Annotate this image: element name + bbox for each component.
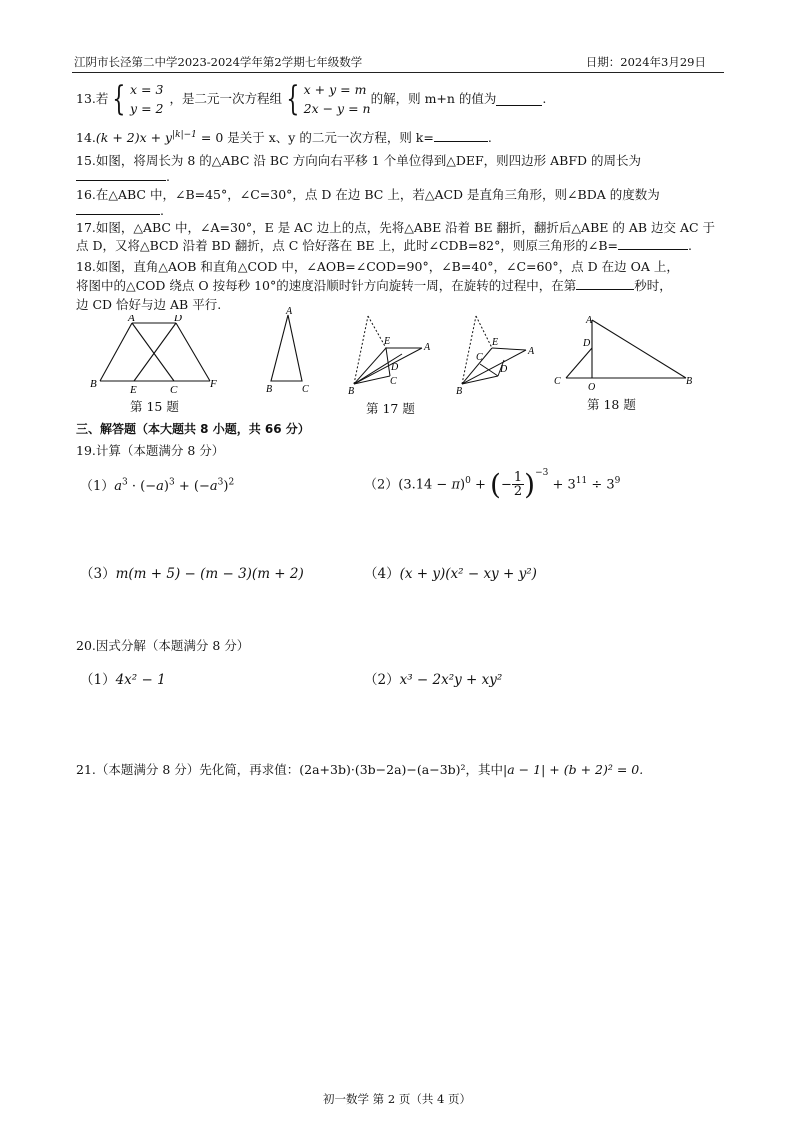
f15-caption: 第 15 题: [130, 399, 179, 414]
section-3-title: 三、解答题（本大题共 8 小题，共 66 分）: [76, 422, 310, 436]
f17-caption: 第 17 题: [366, 401, 415, 416]
f17b-label-d: D: [500, 364, 508, 375]
q19-title: 19.计算（本题满分 8 分）: [76, 443, 225, 458]
q17-answer-blank[interactable]: [618, 237, 688, 250]
q16-answer-line: .: [76, 202, 164, 218]
f18-label-d: D: [583, 338, 591, 349]
question-14: $14.(k + 2)x + y^{|k|-1} = 0$ 是关于 x、y 的二元一次方程，则 k= .: [76, 129, 492, 145]
f17b-label-b: B: [456, 386, 463, 397]
f18-label-c: C: [554, 376, 561, 387]
figure-18: [550, 312, 700, 392]
header-divider: [72, 72, 724, 73]
f16-label-a: A: [286, 306, 293, 317]
f16-label-c: C: [302, 384, 309, 395]
page-footer: 初一数学 第 2 页（共 4 页）: [323, 1092, 471, 1106]
f15-label-f: F: [210, 378, 217, 390]
question-15: 15.如图，将周长为 8 的△ABC 沿 BC 方向向右平移 1 个单位得到△DEF，则四边形 ABFD 的周长为: [76, 153, 641, 168]
q19-part4: （4）(x + y)(x² − xy + y²): [364, 566, 537, 582]
f15-label-a: A: [128, 315, 135, 324]
q20-title: 20.因式分解（本题满分 8 分）: [76, 638, 250, 653]
q19-part2: $(2)(3.14 - \pi)^0$ + (− $\frac{1}{2}$ )$^{-3} + 3^{11} \div 3^9$: [364, 467, 621, 501]
question-21: 21.（本题满分 8 分）先化简，再求值：(2a+3b)·(3b−2a)−(a−3b)²，其中|a − 1| + (b + 2)² = 0.: [76, 762, 644, 777]
header-date: 日期：2024年3月29日: [585, 55, 706, 69]
q13-prefix: 13.若: [76, 91, 109, 106]
f17a-label-e: E: [384, 336, 391, 347]
figure-17b: [452, 312, 542, 397]
question-18: 18.如图，直角△AOB 和直角△COD 中，∠AOB=∠COD=90°，∠B=40°，∠C=60°，点 D 在边 OA 上， 将图中的△COD 绕点 O 按每秒 10°的速度沿顺时针方向旋转一周，在旋转的过程中，在第 秒时， 边 CD 恰好与边 AB 平行.: [76, 259, 679, 312]
q20-part1: （1）4x² − 1: [80, 672, 166, 688]
f15-label-c: C: [170, 384, 178, 395]
q19-part3: （3）m(m + 5) − (m − 3)(m + 2): [80, 566, 304, 582]
f18-label-b: B: [686, 376, 693, 387]
q14-answer-blank[interactable]: [434, 129, 488, 142]
q20-part2: （2）x³ − 2x²y + xy²: [364, 672, 503, 688]
f16-label-b: B: [266, 384, 273, 395]
q16-answer-blank[interactable]: [76, 202, 160, 215]
f17a-label-a: A: [424, 342, 431, 353]
f18-label-o: O: [588, 382, 596, 392]
question-16: 16.在△ABC 中，∠B=45°，∠C=30°，点 D 在边 BC 上，若△ACD 是直角三角形，则∠BDA 的度数为: [76, 187, 660, 202]
figure-15: [88, 315, 228, 395]
f17b-label-e: E: [492, 337, 499, 348]
f17b-label-a: A: [528, 346, 535, 357]
q13-system: x + y = m 2x − y = n: [303, 82, 371, 116]
question-17: 17.如图，△ABC 中，∠A=30°，E 是 AC 边上的点，先将△ABE 沿着 BE 翻折，翻折后△ABE 的 AB 边交 AC 于 点 D，又将△BCD 沿着 BD 翻折，点 C 恰好落在 BE 上，此时∠CDB=82°，则原三角形的∠B= .: [76, 220, 716, 253]
f17a-label-d: D: [391, 362, 399, 373]
q15-answer-blank[interactable]: [76, 168, 166, 181]
figure-16: [258, 305, 318, 395]
f15-label-e: E: [130, 384, 137, 395]
question-13: 13.若 { x = 3 y = 2，是二元一次方程组 { x + y = m 2x − y = n的解，则 m+n 的值为 .: [76, 79, 547, 119]
q13-answer-blank[interactable]: [496, 93, 542, 106]
f17b-label-c: C: [476, 352, 483, 363]
q13-solution: x = 3 y = 2: [130, 82, 164, 116]
f17a-label-c: C: [390, 376, 397, 387]
f17a-label-b: B: [348, 386, 355, 397]
q18-answer-blank[interactable]: [576, 277, 634, 290]
f18-caption: 第 18 题: [587, 397, 636, 412]
header-school-title: 江阴市长泾第二中学2023-2024学年第2学期七年级数学: [74, 55, 363, 69]
f18-label-a: A: [586, 315, 593, 326]
f15-label-d: D: [174, 315, 182, 324]
f15-label-b: B: [90, 378, 97, 390]
q15-answer-line: .: [76, 168, 170, 184]
q19-part1: $(1)a^3 \cdot (-a)^3 + (-a^3)^2$: [80, 477, 235, 494]
figure-17a: [344, 312, 434, 397]
